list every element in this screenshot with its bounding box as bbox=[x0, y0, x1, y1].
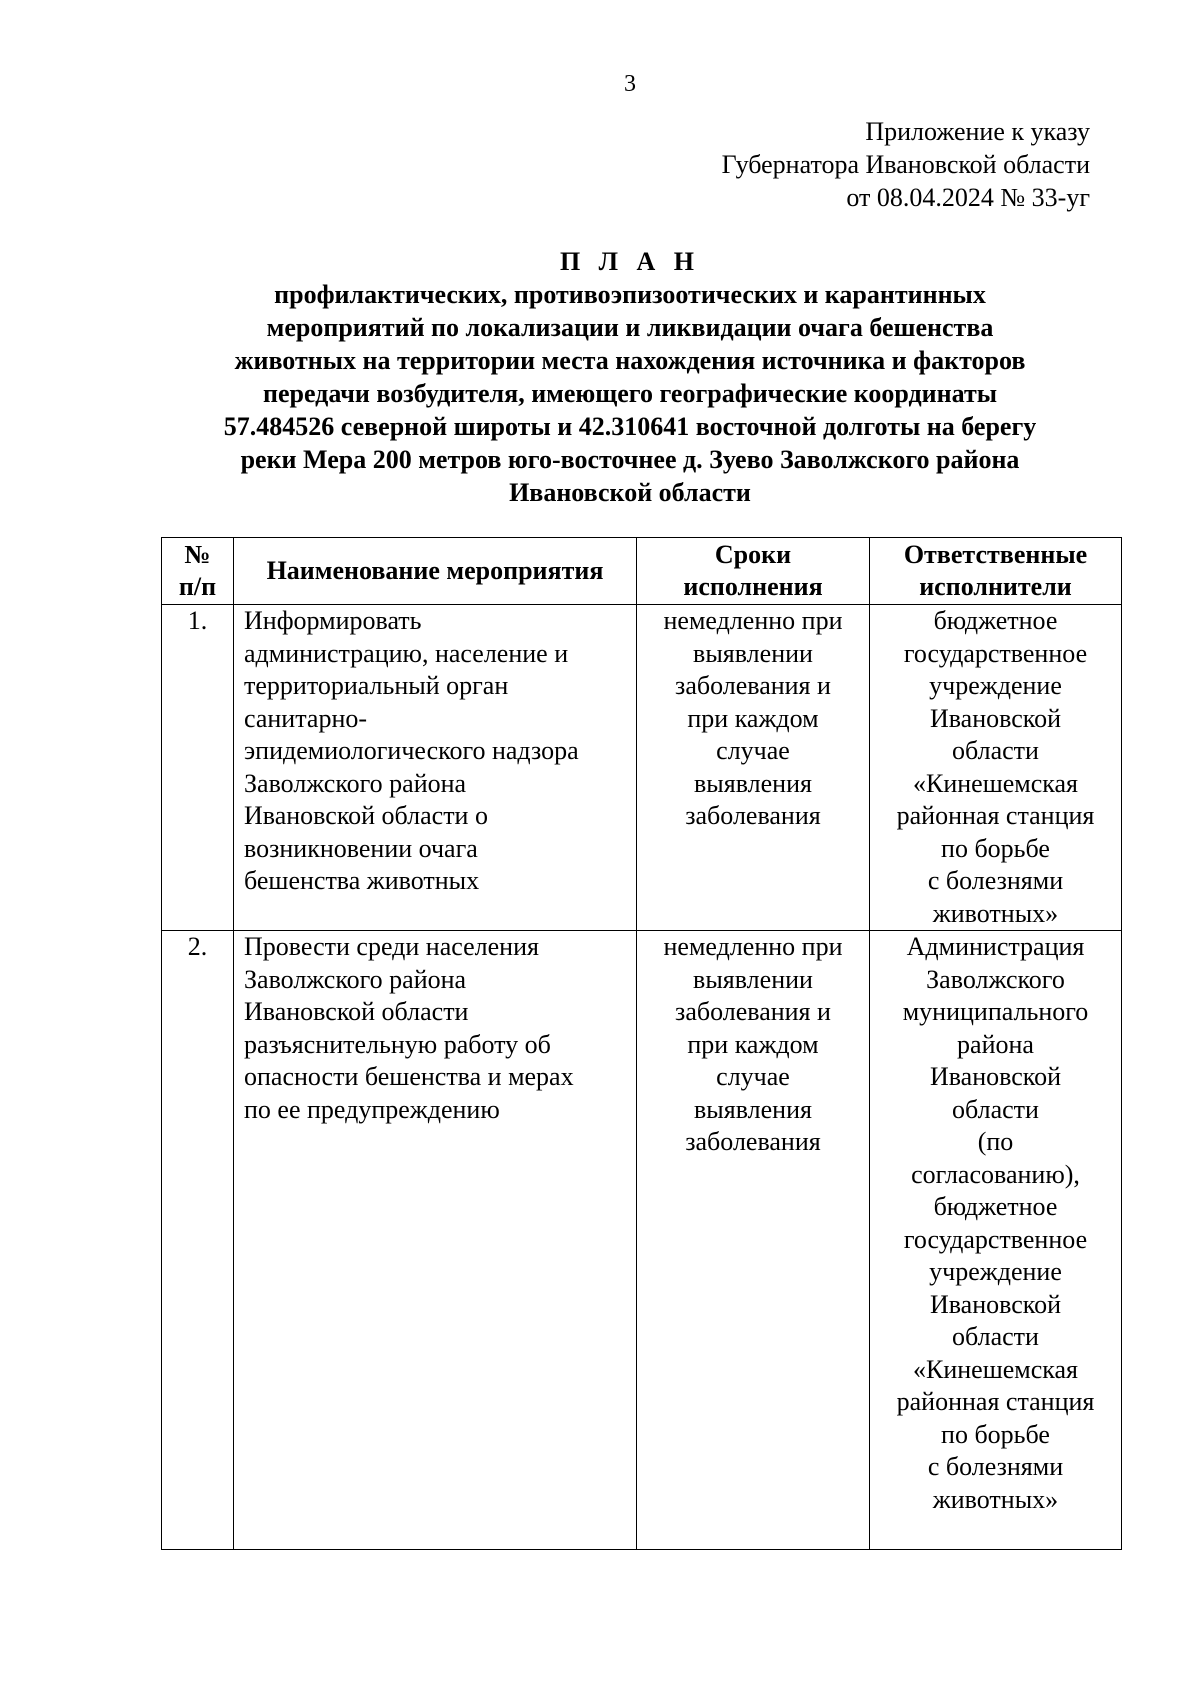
cell-line: выявления bbox=[694, 768, 812, 798]
cell-line: муниципального bbox=[902, 997, 1089, 1026]
appendix-line: Губернатора Ивановской области bbox=[721, 150, 1090, 179]
header-text: Сроки bbox=[714, 539, 792, 569]
cell-line: по ее предупреждению bbox=[244, 1094, 500, 1124]
cell-line: по борьбе bbox=[941, 833, 1050, 863]
cell-line: бюджетное bbox=[933, 606, 1058, 635]
header-text: Ответственные bbox=[903, 539, 1088, 569]
page-number: 3 bbox=[624, 71, 636, 97]
cell-line: «Кинешемская bbox=[912, 768, 1078, 798]
cell-line: разъяснительную работу об bbox=[244, 1029, 551, 1059]
appendix-line: от 08.04.2024 № 33-уг bbox=[846, 183, 1090, 212]
cell-line: при каждом bbox=[687, 1029, 819, 1059]
header-name bbox=[234, 538, 637, 605]
cell-line: Ивановской области bbox=[244, 997, 469, 1026]
cell-line: «Кинешемская bbox=[912, 1354, 1078, 1384]
cell-line: Администрация bbox=[906, 932, 1085, 961]
cell-line: области bbox=[952, 1094, 1039, 1124]
header-text: п/п bbox=[178, 572, 217, 601]
header-num bbox=[162, 538, 234, 605]
cell-line: немедленно при bbox=[663, 606, 843, 635]
subtitle-line: реки Мера 200 метров юго-восточнее д. Зуево Заволжского района bbox=[240, 445, 1020, 474]
cell-line: заболевания bbox=[685, 1127, 821, 1156]
subtitle-line: профилактических, противоэпизоотических и карантинных bbox=[274, 280, 986, 309]
cell-line: по борьбе bbox=[941, 1419, 1050, 1449]
cell-line: Ивановской bbox=[929, 1289, 1062, 1319]
table-row bbox=[162, 931, 1122, 1550]
cell-name bbox=[234, 605, 637, 931]
cell-line: районная станция bbox=[896, 1387, 1095, 1416]
cell-line: немедленно при bbox=[663, 932, 843, 961]
cell-line: (по bbox=[977, 1127, 1014, 1156]
cell-line: бешенства животных bbox=[244, 866, 480, 895]
cell-line: Ивановской bbox=[929, 703, 1062, 733]
cell-line: с болезнями bbox=[927, 1452, 1064, 1481]
header-responsible bbox=[870, 538, 1122, 605]
subtitle-line: 57.484526 северной широты и 42.310641 восточной долготы на берегу bbox=[223, 412, 1037, 441]
table-row bbox=[162, 605, 1122, 931]
cell-line: с болезнями bbox=[927, 866, 1064, 895]
cell-line: согласованию), bbox=[911, 1159, 1080, 1189]
cell-line: районная станция bbox=[896, 801, 1095, 830]
cell-line: Информировать bbox=[244, 606, 422, 635]
cell-line: учреждение bbox=[929, 671, 1062, 700]
cell-line: заболевания bbox=[685, 801, 821, 830]
cell-line: возникновении очага bbox=[244, 833, 478, 863]
cell-line: животных» bbox=[932, 1484, 1059, 1514]
header-text: Наименование мероприятия bbox=[266, 555, 604, 585]
appendix-line: Приложение к указу bbox=[865, 117, 1090, 146]
plan-title: П Л А Н bbox=[559, 247, 701, 276]
cell-responsible bbox=[870, 931, 1122, 1550]
subtitle-line: животных на территории места нахождения источника и факторов bbox=[234, 346, 1026, 375]
cell-line: учреждение bbox=[929, 1257, 1062, 1286]
appendix-block bbox=[722, 115, 1090, 214]
cell-line: области bbox=[952, 736, 1039, 765]
cell-name bbox=[234, 931, 637, 1550]
cell-line: государственное bbox=[903, 1224, 1088, 1254]
header-text: исполнения bbox=[683, 572, 823, 601]
table-header-row bbox=[162, 538, 1122, 605]
cell-line: района bbox=[957, 1029, 1034, 1059]
plan-subtitle bbox=[150, 278, 1110, 509]
subtitle-line: Ивановской области bbox=[509, 478, 751, 507]
plan-heading bbox=[150, 245, 1110, 509]
subtitle-line: мероприятий по локализации и ликвидации очага бешенства bbox=[266, 313, 994, 342]
cell-line: эпидемиологического надзора bbox=[244, 736, 579, 765]
cell-line: Заволжского района bbox=[244, 768, 467, 798]
cell-line: Ивановской bbox=[929, 1062, 1062, 1091]
subtitle-line: передачи возбудителя, имеющего географические координаты bbox=[262, 379, 998, 408]
cell-line: выявлении bbox=[693, 964, 813, 994]
cell-terms bbox=[637, 605, 870, 931]
cell-num: 1. bbox=[162, 605, 234, 931]
cell-line: государственное bbox=[903, 638, 1088, 668]
cell-terms bbox=[637, 931, 870, 1550]
cell-line: заболевания и bbox=[675, 671, 831, 700]
cell-line: санитарно- bbox=[244, 703, 368, 733]
cell-line: заболевания и bbox=[675, 997, 831, 1026]
cell-line: Заволжского района bbox=[244, 964, 467, 994]
header-terms bbox=[637, 538, 870, 605]
plan-table bbox=[161, 537, 1122, 1550]
cell-line: опасности бешенства и мерах bbox=[244, 1062, 574, 1091]
cell-line: администрацию, население и bbox=[244, 638, 569, 668]
cell-line: Заволжского bbox=[926, 964, 1065, 994]
cell-line: территориальный орган bbox=[244, 671, 509, 700]
cell-line: Провести среди населения bbox=[244, 932, 539, 961]
cell-line: Ивановской области о bbox=[244, 801, 488, 830]
cell-line: при каждом bbox=[687, 703, 819, 733]
cell-line: случае bbox=[716, 736, 790, 765]
cell-line: области bbox=[952, 1322, 1039, 1351]
cell-line: выявлении bbox=[693, 638, 813, 668]
cell-line: бюджетное bbox=[933, 1192, 1058, 1221]
cell-num: 2. bbox=[162, 931, 234, 1550]
cell-line: выявления bbox=[694, 1094, 812, 1124]
cell-line: животных» bbox=[932, 898, 1059, 928]
header-text: № bbox=[184, 539, 211, 569]
header-text: исполнители bbox=[919, 572, 1072, 601]
cell-responsible bbox=[870, 605, 1122, 931]
cell-line: случае bbox=[716, 1062, 790, 1091]
